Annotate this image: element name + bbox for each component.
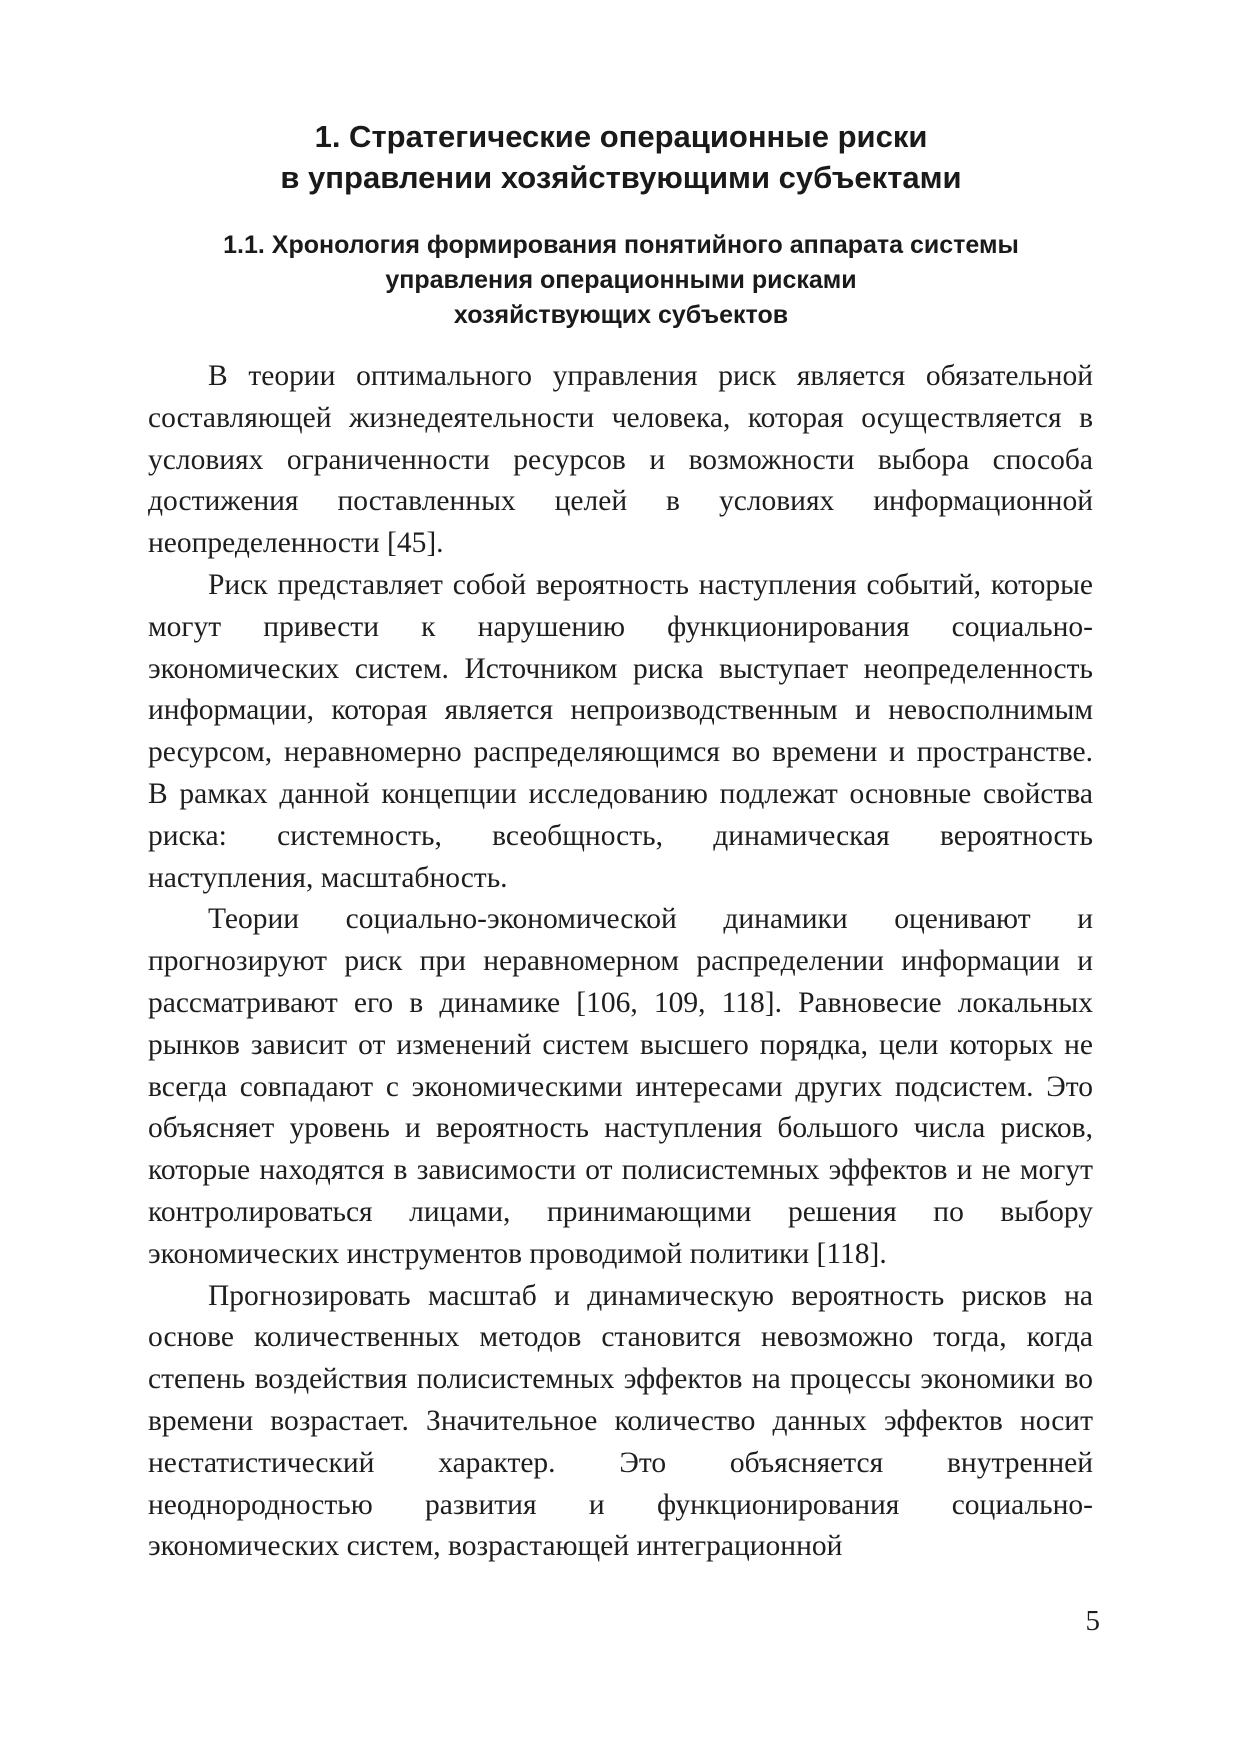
body-text [148,356,1093,1568]
page-number: 5 [1085,1605,1100,1637]
section-title-line: управления операционными рисками [385,266,857,294]
chapter-title [146,116,1096,198]
section-title-line: хозяйствующих субъектов [453,301,789,329]
section-title [146,228,1096,333]
section-title-line: 1.1. Хронология формирования понятийного аппарата системы [223,231,1019,259]
paragraph: Риск представляет собой вероятность наступления событий, которые могут привести к нарушению функционирования социально-экономических систем. Источником риска выступает неопределенность информации, которая является непроизводственным и невосполнимым ресурсом, неравномерно распределяющимся во времени и пространстве. В рамках данной концепции исследованию подлежат основные свойства риска: системность, всеобщность, динамическая вероятность наступления, масштабность. [148,568,1093,894]
chapter-title-line: в управлении хозяйствующими субъектами [280,160,962,195]
paragraph: Теории социально-экономической динамики оценивают и прогнозируют риск при неравномерном распределении информации и рассматривают его в динамике [106, 109, 118]. Равновесие локальных рынков зависит от изменений систем высшего порядка, цели которых не всегда совпадают с экономическими интересами других подсистем. Это объясняет уровень и вероятность наступления большого числа рисков, которые находятся в зависимости от полисистемных эффектов и не могут контролироваться лицами, принимающими решения по выбору экономических инструментов проводимой политики [118]. [148,903,1093,1270]
chapter-title-line: 1. Стратегические операционные риски [314,119,928,154]
paragraph: Прогнозировать масштаб и динамическую вероятность рисков на основе количественных методов становится невозможно тогда, когда степень воздействия полисистемных эффектов на процессы экономики во времени возрастает. Значительное количество данных эффектов носит нестатистический характер. Это объясняется внутренней неоднородностью развития и функционирования социально-экономических систем, возрастающей интеграционной [148,1279,1093,1563]
paragraph: В теории оптимального управления риск является обязательной составляющей жизнедеятельности человека, которая осуществляется в условиях ограниченности ресурсов и возможности выбора способа достижения поставленных целей в условиях информационной неопределенности [45]. [148,360,1093,560]
